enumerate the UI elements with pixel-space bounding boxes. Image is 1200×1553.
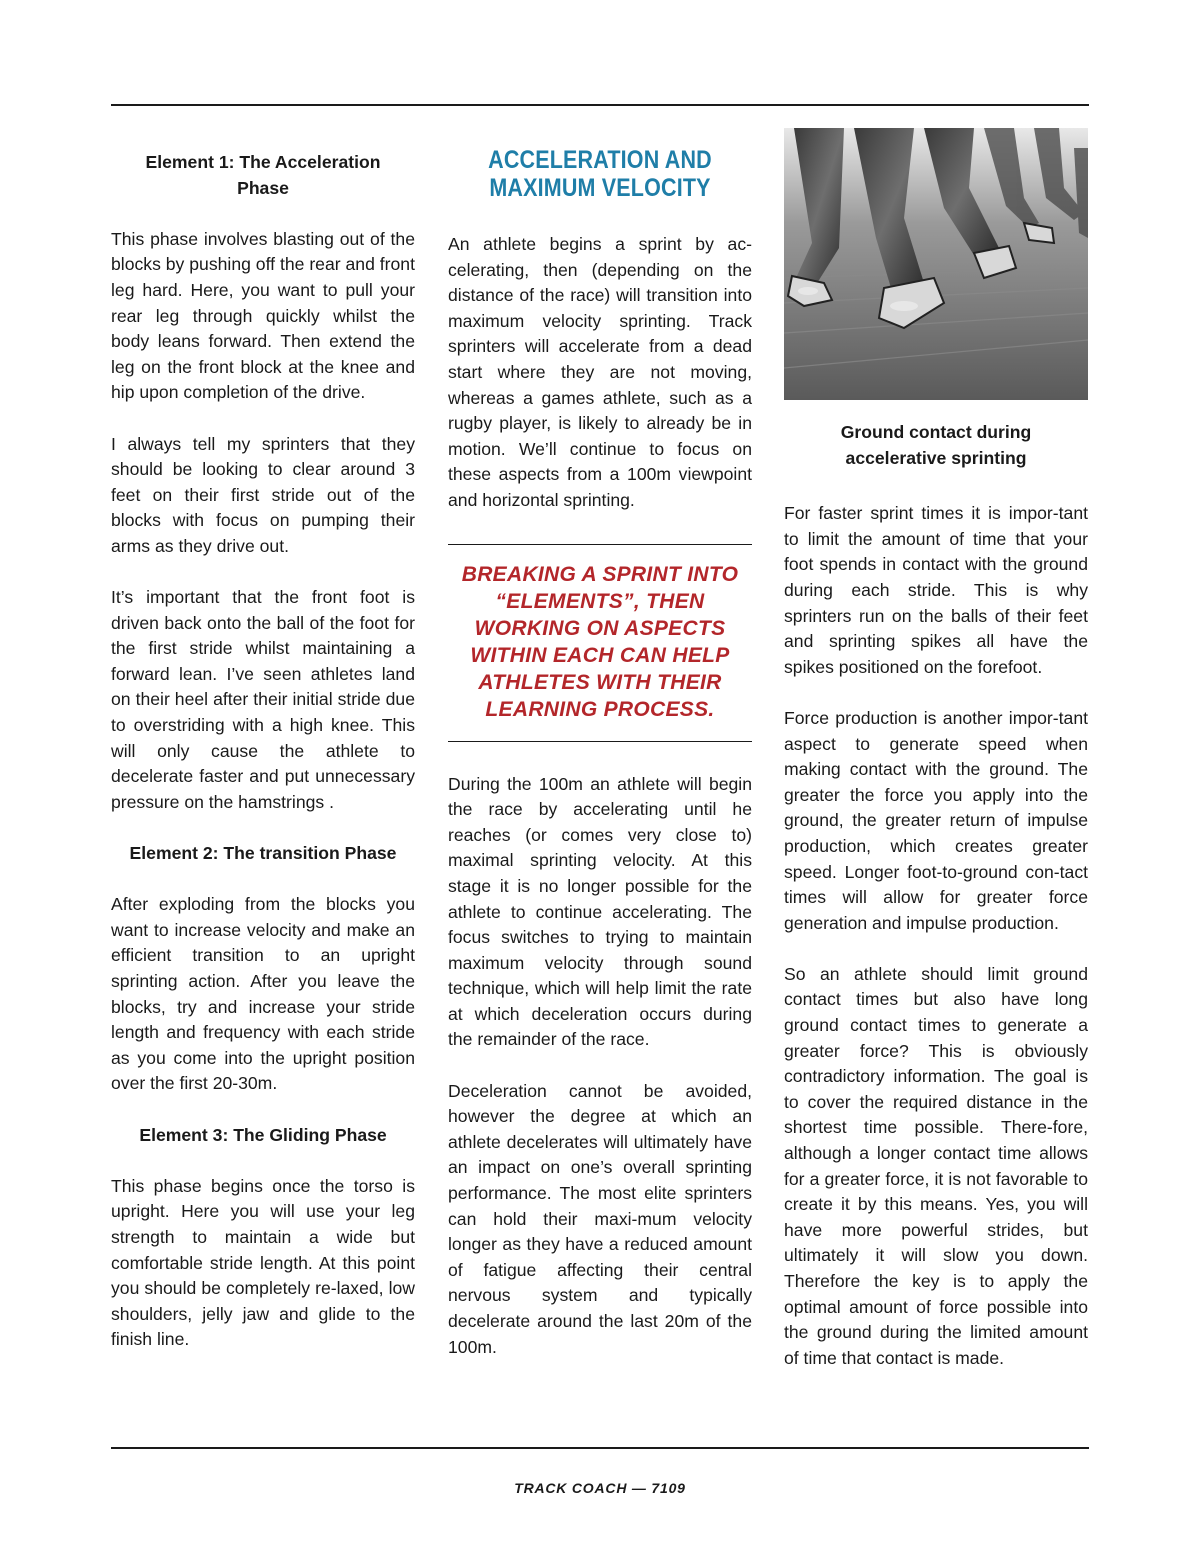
- element1-paragraph-3: It’s important that the front foot is driven back onto the ball of the foot for the first stride whilst maintaining a forward lean. I’ve seen athletes land on their heel after their initial stride due to overstriding with a high knee. This will only cause the athlete to decelerate faster and put unnecessary pressure on the hamstrings .: [111, 587, 415, 812]
- right-column: [784, 128, 1088, 1371]
- sprinters-photo: [784, 128, 1088, 400]
- page-footer: TRACK COACH — 7109: [514, 1480, 686, 1496]
- middle-paragraph-2: During the 100m an athlete will begin the race by accelerating until he reaches (or comes very close to) maximal sprinting velocity. At this stage it is no longer possible for the athlete to continue accelerating. The focus switches to trying to maintain maximum velocity through sound technique, which will help limit the rate at which deceleration occurs during the remainder of the race.: [448, 773, 752, 1050]
- article-heading: ACCELERATION AND MAXIMUM VELOCITY: [488, 146, 712, 202]
- element3-paragraph-1: This phase begins once the torso is upright. Here you will use your leg strength to maintain a wide but comfortable stride length. At this point you should be completely re-laxed, low shoulders, jelly jaw and glide to the finish line.: [111, 1175, 415, 1350]
- bottom-rule: [111, 1447, 1089, 1449]
- element2-paragraph-1: After exploding from the blocks you want to increase velocity and make an efficient transition to an upright sprinting action. After you leave the blocks, try and increase your stride length and frequency with each stride as you come into the upright position over the first 20-30m.: [111, 894, 415, 1094]
- top-rule: [111, 104, 1089, 106]
- middle-paragraph-3: Deceleration cannot be avoided, however the degree at which an athlete decelerates will ultimately have an impact on one’s overall sprinting performance. The most elite sprinters can hold their maxi-mum velocity longer as they have a reduced amount of fatigue affecting their central nervous system and typically decelerate around the last 20m of the 100m.: [448, 1080, 752, 1357]
- left-column: [111, 150, 415, 1353]
- pullquote: BREAKING A SPRINT INTO “ELEMENTS”, THEN WORKING ON ASPECTS WITHIN EACH CAN HELP ATHLETES WITH THEIR LEARNING PROCESS.: [461, 562, 739, 721]
- middle-column: [448, 146, 752, 1360]
- element2-title: Element 2: The transition Phase: [129, 843, 397, 864]
- right-paragraph-2: Force production is another impor-tant aspect to generate speed when making contact with the ground. The greater the force you apply into the ground, the greater return of impulse production, which creates greater speed. Longer foot-to-ground con-tact times will allow for greater force generation and impulse production.: [784, 707, 1088, 933]
- right-paragraph-1: For faster sprint times it is impor-tant to limit the amount of time that your foot spends in contact with the ground during each stride. This is why sprinters run on the balls of their feet and sprinting spikes all have the spikes positioned on the forefoot.: [784, 503, 1088, 677]
- right-paragraph-3: So an athlete should limit ground contact times but also have long ground contact times to generate a greater force? This is obviously contradictory information. The goal is to cover the required distance in the shortest time possible. There-fore, although a longer contact time allows for a greater force, it is not favorable to create it by this means. Yes, you will have more powerful strides, but ultimately it will slow you down. Therefore the key is to apply the optimal amount of force possible into the ground during the limited amount of time that contact is made.: [784, 963, 1088, 1368]
- element3-title: Element 3: The Gliding Phase: [139, 1124, 387, 1145]
- element1-title: Element 1: The Acceleration Phase: [145, 152, 381, 198]
- element1-paragraph-2: I always tell my sprinters that they should be looking to clear around 3 feet on their first stride out of the blocks with focus on pumping their arms as they drive out.: [111, 433, 415, 556]
- element1-paragraph-1: This phase involves blasting out of the blocks by pushing off the rear and front leg hard. Here, you want to pull your rear leg through quickly whilst the body leans forward. Then extend the leg on the front block at the knee and hip upon completion of the drive.: [111, 228, 415, 403]
- middle-paragraph-1: An athlete begins a sprint by ac-celerating, then (depending on the distance of the race) will transition into maximum velocity sprinting. Track sprinters will accelerate from a dead start where they are not moving, whereas a games athlete, such as a rugby player, is likely to already be in motion. We’ll continue to focus on these aspects from a 100m viewpoint and horizontal sprinting.: [448, 234, 752, 510]
- photo-caption: Ground contact during accelerative sprinting: [840, 422, 1032, 468]
